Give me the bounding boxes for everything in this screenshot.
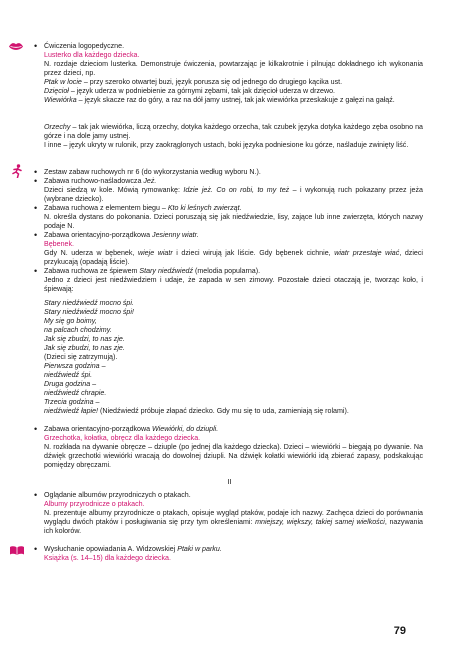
bullet: • xyxy=(34,266,38,276)
song-line: Stary niedźwiedź mocno śpi! xyxy=(44,308,134,316)
exercise-item: Orzechy – tak jak wiewiórka, liczą orzechy, dotyka każdego orzecha, tak czubek języka dotyka każdego zęba osobno na górze i na dole jamy ustnej. xyxy=(44,123,423,140)
game-title: Zabawa ruchowo-naśladowcza Jeż. xyxy=(44,177,157,185)
lips-icon xyxy=(9,42,23,51)
game-text: Jedno z dzieci jest niedźwiedziem i udaje, że zapada w sen zimowy. Pozostałe dzieci otaczają je, tworząc koło, i śpiewają: xyxy=(44,276,423,293)
exercise-item: Ptak w locie – przy szeroko otwartej buzi, język porusza się od jednego do drugiego kącika ust. xyxy=(44,78,343,86)
song-line: Jak się zbudzi, to nas zje. xyxy=(44,335,125,343)
section-title: Wysłuchanie opowiadania A. Widzowskiej Ptaki w parku. xyxy=(44,545,222,553)
intro-text: N. rozdaje dzieciom lusterka. Demonstruje ćwiczenia, powtarzając je kilkakrotnie i pilnując dokładnego ich wykonania przez dzieci, np. xyxy=(44,60,423,77)
bullet: • xyxy=(34,424,38,434)
song-line: niedźwiedź łapie! (Niedźwiedź próbuje złapać dziecko. Gdy mu się to uda, zamieniają się rolami). xyxy=(44,407,349,415)
song-line: niedźwiedź śpi. xyxy=(44,371,93,379)
game-title: Zabawa orientacyjno-porządkowa Wiewiórki, do dziupli. xyxy=(44,425,219,433)
game-text: Dzieci siedzą w kole. Mówią rymowankę: Idzie jeż. Co on robi, to my też – i wykonują ruch pokazany przez jeża (wybrane dziecko). xyxy=(44,186,423,203)
activity-text: N. prezentuje albumy przyrodnicze o ptakach, opisuje wygląd ptaków, podaje ich nazwy. Zachęca dzieci do porównania wyglądu dwóch ptaków i posługiwania się przy tym określeniami: mniejszy, większy, takiej samej wielkości, nazywania ich kolorów. xyxy=(44,509,423,535)
bullet: • xyxy=(34,203,38,213)
page-number: 79 xyxy=(393,625,406,637)
song-line: My się go boimy, xyxy=(44,317,97,325)
song-line: niedźwiedź chrapie. xyxy=(44,389,107,397)
bullet: • xyxy=(34,230,38,240)
game-title: Zabawa ruchowa ze śpiewem Stary niedźwiedź (melodia popularna). xyxy=(44,267,261,275)
section-title: Ćwiczenia logopedyczne. xyxy=(44,42,125,50)
open-book-icon xyxy=(10,546,24,555)
game-title: Zabawa ruchowa z elementem biegu – Kto ki leśnych zwierząt. xyxy=(44,204,242,212)
materials: Książka (s. 14–15) dla każdego dziecka. xyxy=(44,554,171,562)
song-line: Trzecia godzina – xyxy=(44,398,100,406)
song-line: na palcach chodzimy. xyxy=(44,326,112,334)
part-marker: II xyxy=(227,477,232,486)
bullet: • xyxy=(34,176,38,186)
song-line: Druga godzina – xyxy=(44,380,97,388)
song-line: (Dzieci się zatrzymują). xyxy=(44,353,118,361)
materials: Lusterko dla każdego dziecka. xyxy=(44,51,140,59)
materials: Grzechotka, kołatka, obręcz dla każdego dziecka. xyxy=(44,434,201,442)
bullet: • xyxy=(34,490,38,500)
song-line: Stary niedźwiedź mocno śpi. xyxy=(44,299,134,307)
exercise-item: Dzięcioł – język uderza w podniebienie za górnymi zębami, tak jak dzięcioł uderza w drzewo. xyxy=(44,87,335,95)
song-line: Jak się zbudzi, to nas zje. xyxy=(44,344,125,352)
exercise-item: Wiewiórka – język skacze raz do góry, a raz na dół jamy ustnej, tak jak wiewiórka przeskakuje z gałęzi na gałąź. xyxy=(44,96,395,104)
bullet: • xyxy=(34,167,38,177)
game-text: N. rozkłada na dywanie obręcze – dziuple (po jednej dla każdego dziecka). Dzieci – wiewiórki – biegają po dywanie. Na dźwięk grzechotki wiewiórki wracają do dowolnej dziupli. Na dźwięk kołatki wiewiórki idą zbierać zapasy, podskakując pomiędzy obręczami. xyxy=(44,443,423,469)
song-line: Pierwsza godzina – xyxy=(44,362,106,370)
materials: Albumy przyrodnicze o ptakach. xyxy=(44,500,145,508)
bullet: • xyxy=(34,544,38,554)
materials: Bębenek. xyxy=(44,240,74,248)
exercise-item: I inne – język ukryty w rulonik, przy zaokrąglonych ustach, boki języka podniesione ku górze, naśladuje zwinięty liść. xyxy=(44,141,409,149)
running-figure-icon xyxy=(11,164,23,178)
game-title: Zabawa orientacyjno-porządkowa Jesienny wiatr. xyxy=(44,231,199,239)
section-title: Oglądanie albumów przyrodniczych o ptakach. xyxy=(44,491,191,499)
game-text: N. określa dystans do pokonania. Dzieci poruszają się jak niedźwiedzie, lisy, zające lub inne zwierzęta, których nazwy podaje N. xyxy=(44,213,423,230)
section-title: Zestaw zabaw ruchowych nr 6 (do wykorzystania według wyboru N.). xyxy=(44,168,261,176)
game-text: Gdy N. uderza w bębenek, wieje wiatr i dzieci wirują jak liście. Gdy bębenek cichnie, wiatr przestaje wiać, dzieci przykucają (opadają liście). xyxy=(44,249,423,266)
bullet: • xyxy=(34,41,38,51)
